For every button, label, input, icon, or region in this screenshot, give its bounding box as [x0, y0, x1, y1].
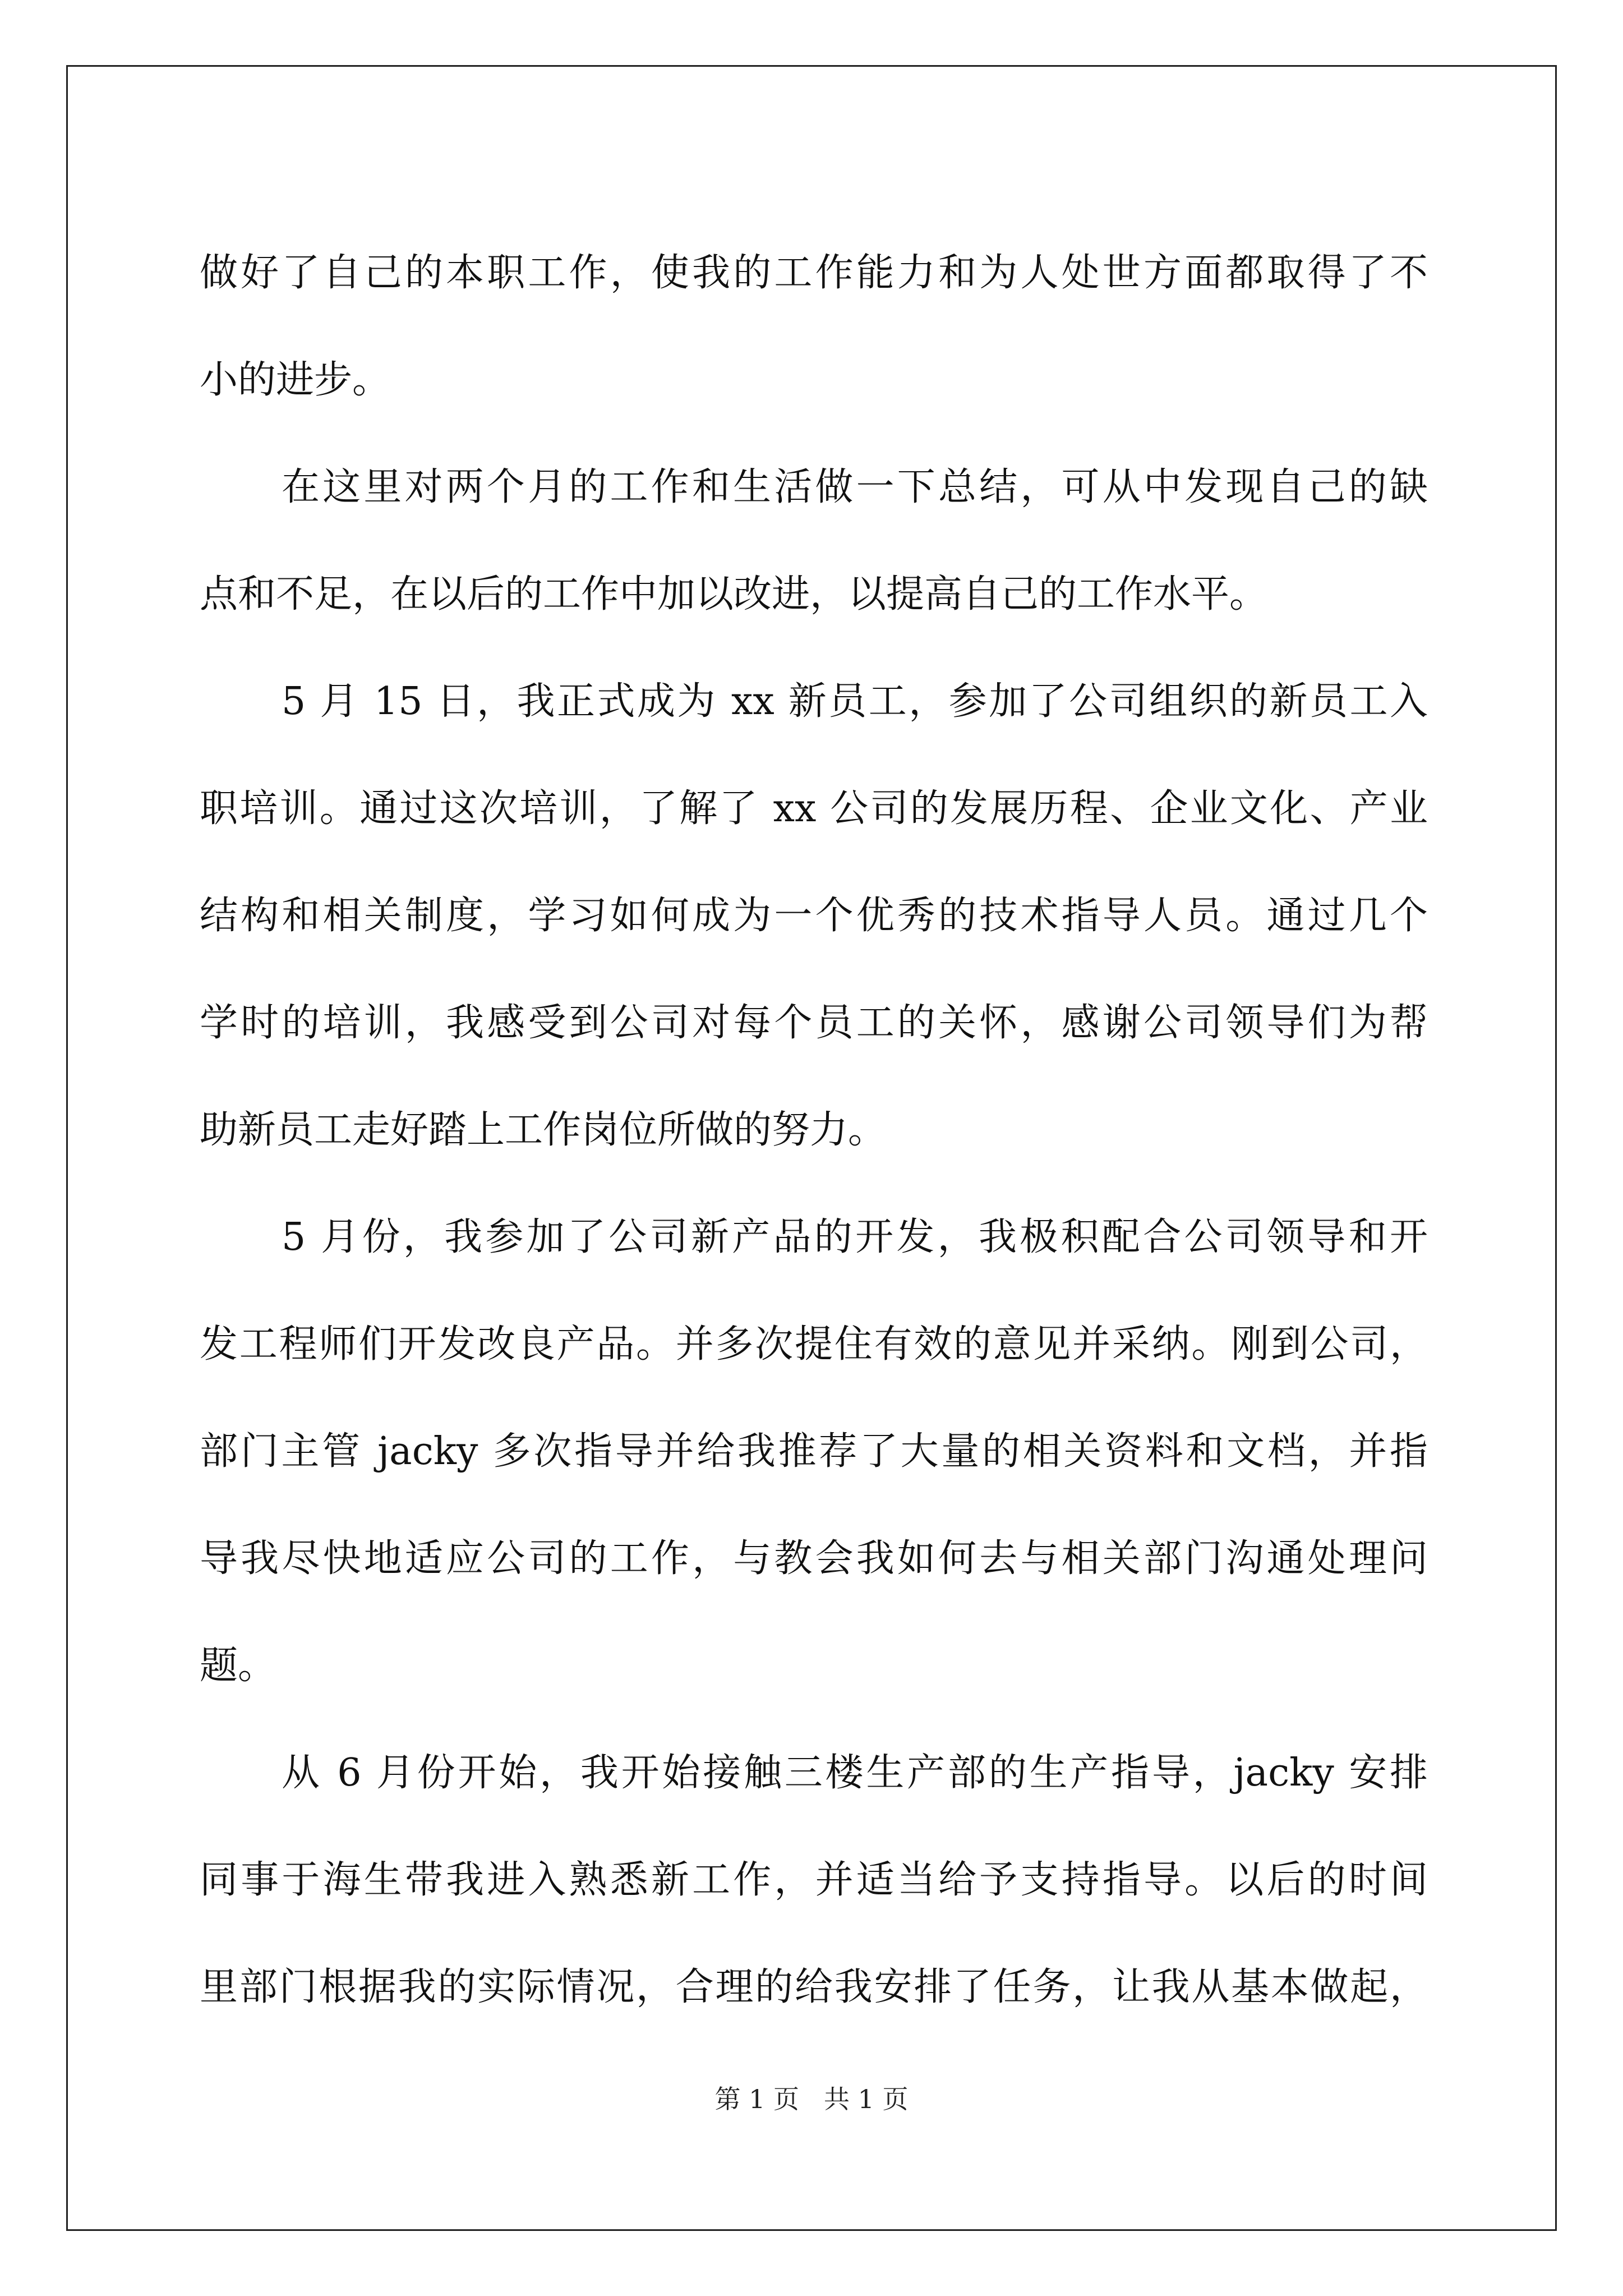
- page-footer: [0, 2082, 1623, 2116]
- page-total: 共 1 页: [824, 2084, 909, 2114]
- paragraph: [200, 1719, 1428, 2041]
- paragraph: [200, 1184, 1428, 1719]
- text-line: 学时的培训，我感受到公司对每个员工的关怀，感谢公司领导们为帮: [200, 1001, 1428, 1045]
- text-line: 同事于海生带我进入熟悉新工作，并适当给予支持指导。以后的时间: [200, 1858, 1428, 1902]
- text-line: 发工程师们开发改良产品。并多次提住有效的意见并采纳。刚到公司，: [200, 1322, 1428, 1366]
- text-line: 里部门根据我的实际情况，合理的给我安排了任务，让我从基本做起，: [200, 1965, 1428, 2009]
- paragraph: [200, 219, 1428, 434]
- text-line: 职培训。通过这次培训，了解了 xx 公司的发展历程、企业文化、产业: [200, 786, 1428, 831]
- text-line: 助新员工走好踏上工作岗位所做的努力。: [200, 1108, 887, 1152]
- text-line: 题。: [200, 1644, 276, 1688]
- text-line: 在这里对两个月的工作和生活做一下总结，可从中发现自己的缺: [282, 465, 1428, 509]
- text-line: 小的进步。: [200, 358, 391, 402]
- paragraph: [200, 648, 1428, 1184]
- text-line: 部门主管 jacky 多次指导并给我推荐了大量的相关资料和文档，并指: [200, 1429, 1428, 1474]
- text-line: 导我尽快地适应公司的工作，与教会我如何去与相关部门沟通处理问: [200, 1536, 1428, 1581]
- text-line: 5 月份，我参加了公司新产品的开发，我极积配合公司领导和开: [282, 1215, 1428, 1259]
- text-line: 结构和相关制度，学习如何成为一个优秀的技术指导人员。通过几个: [200, 894, 1428, 938]
- paragraph: [200, 434, 1428, 648]
- text-line: 做好了自己的本职工作，使我的工作能力和为人处世方面都取得了不: [200, 251, 1428, 295]
- document-body: [200, 219, 1428, 2041]
- text-line: 5 月 15 日，我正式成为 xx 新员工，参加了公司组织的新员工入: [282, 679, 1428, 724]
- page-number: 第 1 页: [714, 2084, 799, 2114]
- text-line: 从 6 月份开始，我开始接触三楼生产部的生产指导，jacky 安排: [282, 1751, 1428, 1795]
- text-line: 点和不足，在以后的工作中加以改进，以提高自己的工作水平。: [200, 572, 1268, 616]
